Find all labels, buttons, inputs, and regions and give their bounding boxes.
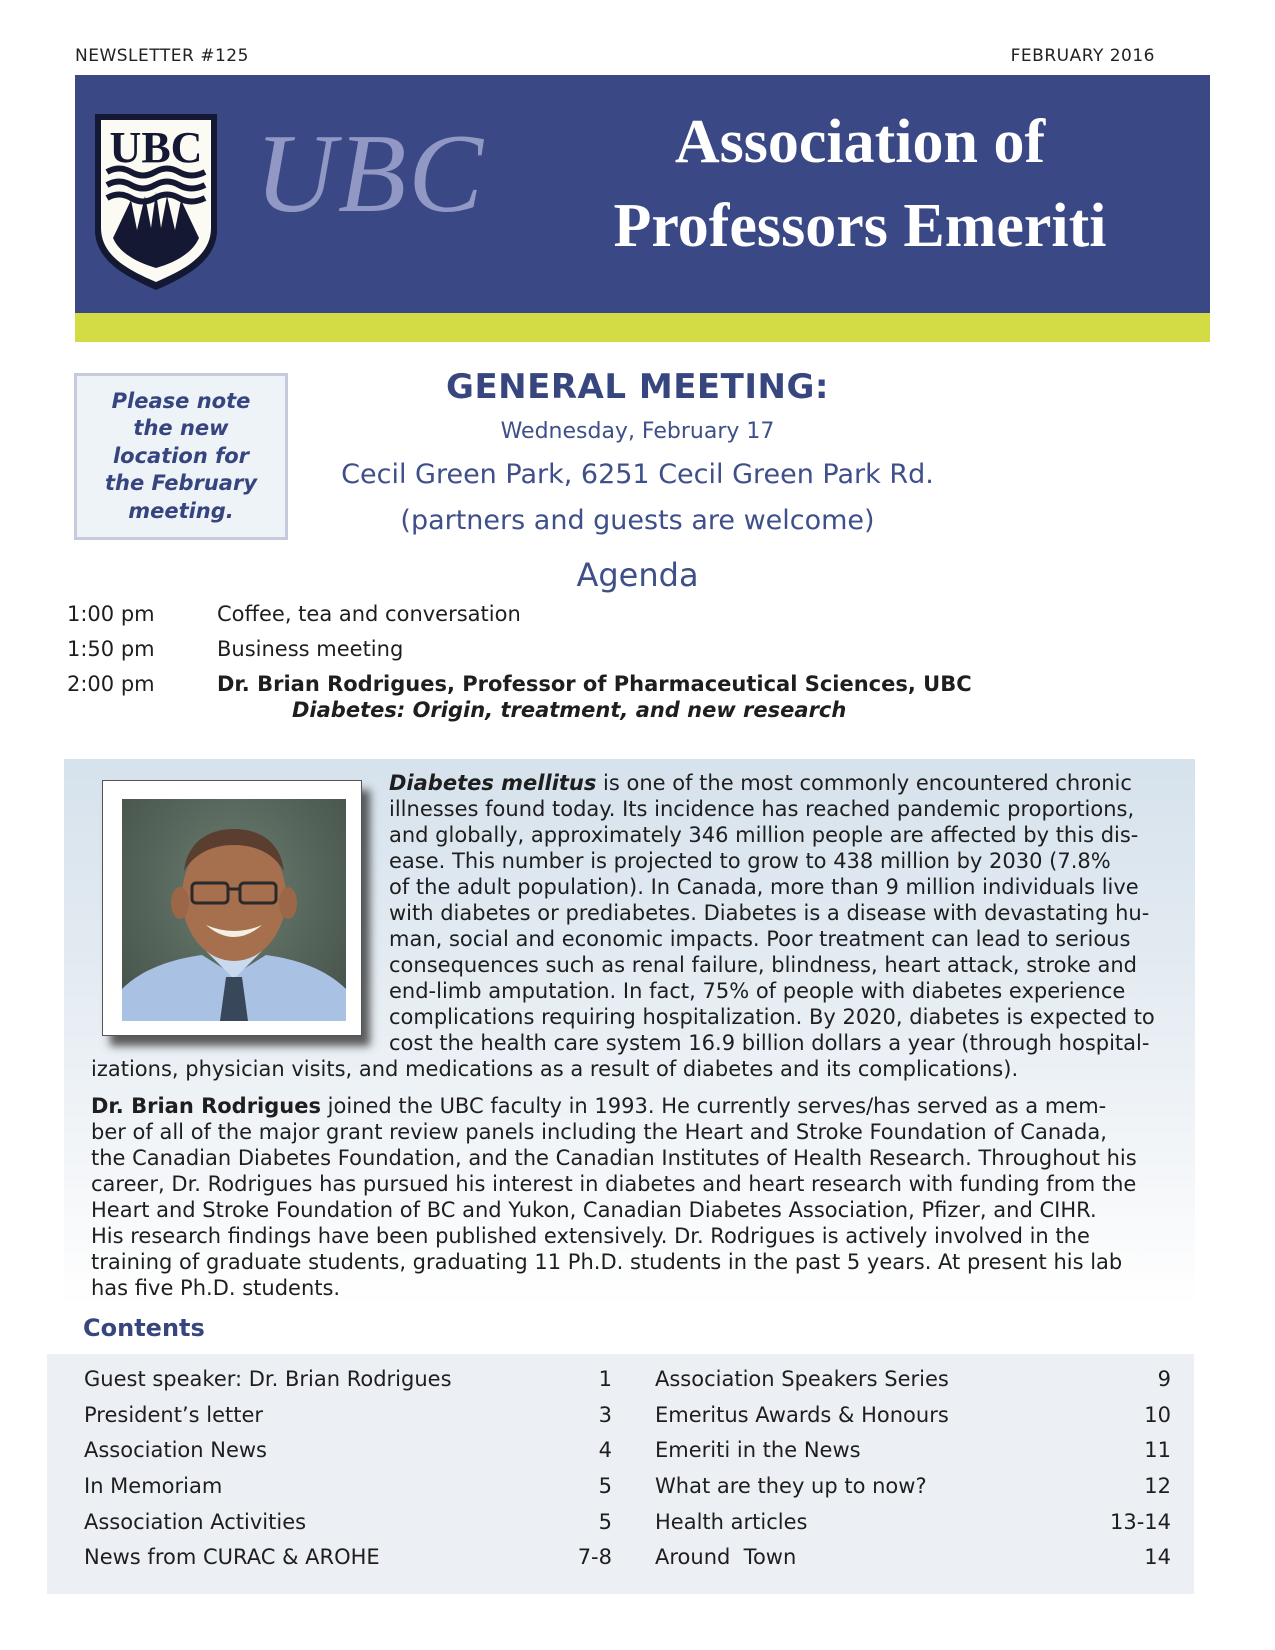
toc-label: Emeritus Awards & Honours xyxy=(655,1402,949,1427)
toc-label: Emeriti in the News xyxy=(655,1438,861,1463)
speaker-bio-paragraph: Dr. Brian Rodrigues joined the UBC faculty in 1993. He currently serves/has served as a mem- ber of all of the major grant review panels including the Heart and Stroke Foundation of Canada, the Canadian Diabetes Foundation, and the Canadian Institutes of Health Research. Throughout his career, Dr. Rodrigues has pursued his interest in diabetes and heart research with funding from the Heart and Stroke Foundation of BC and Yukon, Canadian Diabetes Association, Pfizer, and CIHR. His research findings have been published extensively. Dr. Rodrigues is actively involved in the training of graduate students, graduating 11 Ph.D. students in the past 5 years. At present his lab has five Ph.D. students. xyxy=(91,1094,1137,1300)
toc-page: 13-14 xyxy=(1109,1509,1171,1534)
meeting-guests-note: (partners and guests are welcome) xyxy=(400,505,875,536)
toc-column-right xyxy=(655,1366,1171,1580)
toc-entry[interactable] xyxy=(655,1473,1171,1509)
toc-entry[interactable] xyxy=(84,1437,612,1473)
toc-label: Association News xyxy=(84,1438,267,1463)
toc-page: 14 xyxy=(1144,1545,1171,1570)
toc-page: 5 xyxy=(598,1474,612,1499)
talk-title: Diabetes: Origin, treatment, and new research xyxy=(292,698,847,722)
toc-page: 5 xyxy=(598,1509,612,1534)
toc-label: What are they up to now? xyxy=(655,1474,927,1499)
toc-entry[interactable] xyxy=(84,1473,612,1509)
location-notice-box xyxy=(74,373,288,540)
organization-title xyxy=(560,100,1160,268)
ubc-crest-icon xyxy=(93,112,219,292)
toc-page: 7-8 xyxy=(577,1545,612,1570)
agenda-time: 1:50 pm xyxy=(67,637,155,661)
toc-entry[interactable] xyxy=(655,1366,1171,1402)
toc-page: 3 xyxy=(598,1402,612,1427)
toc-label: In Memoriam xyxy=(84,1474,223,1499)
agenda-time: 2:00 pm xyxy=(67,672,155,696)
org-title-line-1: Association of xyxy=(674,108,1046,176)
toc-label: President’s letter xyxy=(84,1402,264,1427)
agenda-item xyxy=(67,672,972,696)
toc-page: 12 xyxy=(1144,1474,1171,1499)
toc-entry[interactable] xyxy=(655,1402,1171,1438)
newsletter-issue: NEWSLETTER #125 xyxy=(75,46,249,66)
toc-page: 4 xyxy=(598,1438,612,1463)
toc-entry[interactable] xyxy=(655,1437,1171,1473)
agenda-item xyxy=(67,637,403,661)
toc-page: 1 xyxy=(598,1367,612,1391)
toc-page: 9 xyxy=(1157,1367,1171,1391)
diabetes-lead: Diabetes mellitus xyxy=(389,771,597,795)
agenda-description: Coffee, tea and conversation xyxy=(217,602,521,626)
crest-text: UBC xyxy=(109,123,203,172)
toc-entry[interactable] xyxy=(655,1509,1171,1545)
meeting-location: Cecil Green Park, 6251 Cecil Green Park Rd. xyxy=(341,459,934,490)
agenda-title: Agenda xyxy=(576,556,699,594)
newsletter-date: FEBRUARY 2016 xyxy=(1010,46,1155,66)
toc-label: Association Activities xyxy=(84,1509,307,1534)
toc-label: Association Speakers Series xyxy=(655,1367,949,1391)
speaker-portrait-icon xyxy=(122,799,346,1021)
toc-column-left xyxy=(84,1366,612,1580)
toc-page: 10 xyxy=(1144,1402,1171,1427)
diabetes-paragraph: Diabetes mellitus is one of the most commonly encountered chronic illnesses found today. Its incidence has reached pandemic proportions, and globally, approximately 346 million people are affected by this dis- ease. This number is projected to grow to 438 million by 2030 (7.8% of the adult population). In Canada, more than 9 million individuals live with diabetes or prediabetes. Diabetes is a disease with devastating hu- man, social and economic impacts. Poor treatment can lead to serious consequences such as renal failure, blindness, heart attack, stroke and end-limb amputation. In fact, 75% of people with diabetes experience complications requiring hospitalization. By 2020, diabetes is expected to cost the health care system 16.9 billion dollars a year (through hospital- xyxy=(389,771,1155,1055)
speaker-name: Dr. Brian Rodrigues xyxy=(91,1094,321,1118)
toc-entry[interactable] xyxy=(84,1544,612,1580)
toc-entry[interactable] xyxy=(84,1366,612,1402)
toc-label: Around Town xyxy=(655,1545,797,1570)
toc-page: 11 xyxy=(1144,1438,1171,1463)
meeting-title: GENERAL MEETING: xyxy=(446,367,829,407)
table-of-contents xyxy=(47,1354,1194,1594)
toc-entry[interactable] xyxy=(84,1402,612,1438)
speaker-photo-frame xyxy=(102,780,362,1036)
toc-entry[interactable] xyxy=(655,1544,1171,1580)
agenda-description: Business meeting xyxy=(217,637,404,661)
toc-entry[interactable] xyxy=(84,1509,612,1545)
ubc-wordmark: UBC xyxy=(255,112,485,236)
agenda-time: 1:00 pm xyxy=(67,602,155,626)
toc-label: News from CURAC & AROHE xyxy=(84,1545,380,1570)
agenda-item xyxy=(67,602,521,626)
speaker-photo xyxy=(122,799,346,1021)
masthead-stripe xyxy=(75,313,1210,342)
location-notice-text: Please note the new location for the February meeting. xyxy=(104,388,258,523)
diabetes-paragraph-tail: izations, physician visits, and medications as a result of diabetes and its complications). xyxy=(91,1057,1019,1081)
agenda-description: Dr. Brian Rodrigues, Professor of Pharmaceutical Sciences, UBC xyxy=(217,672,972,696)
contents-title: Contents xyxy=(83,1314,205,1342)
org-title-line-2: Professors Emeriti xyxy=(613,192,1107,260)
meeting-date: Wednesday, February 17 xyxy=(500,419,775,444)
toc-label: Health articles xyxy=(655,1509,808,1534)
toc-label: Guest speaker: Dr. Brian Rodrigues xyxy=(84,1367,452,1391)
